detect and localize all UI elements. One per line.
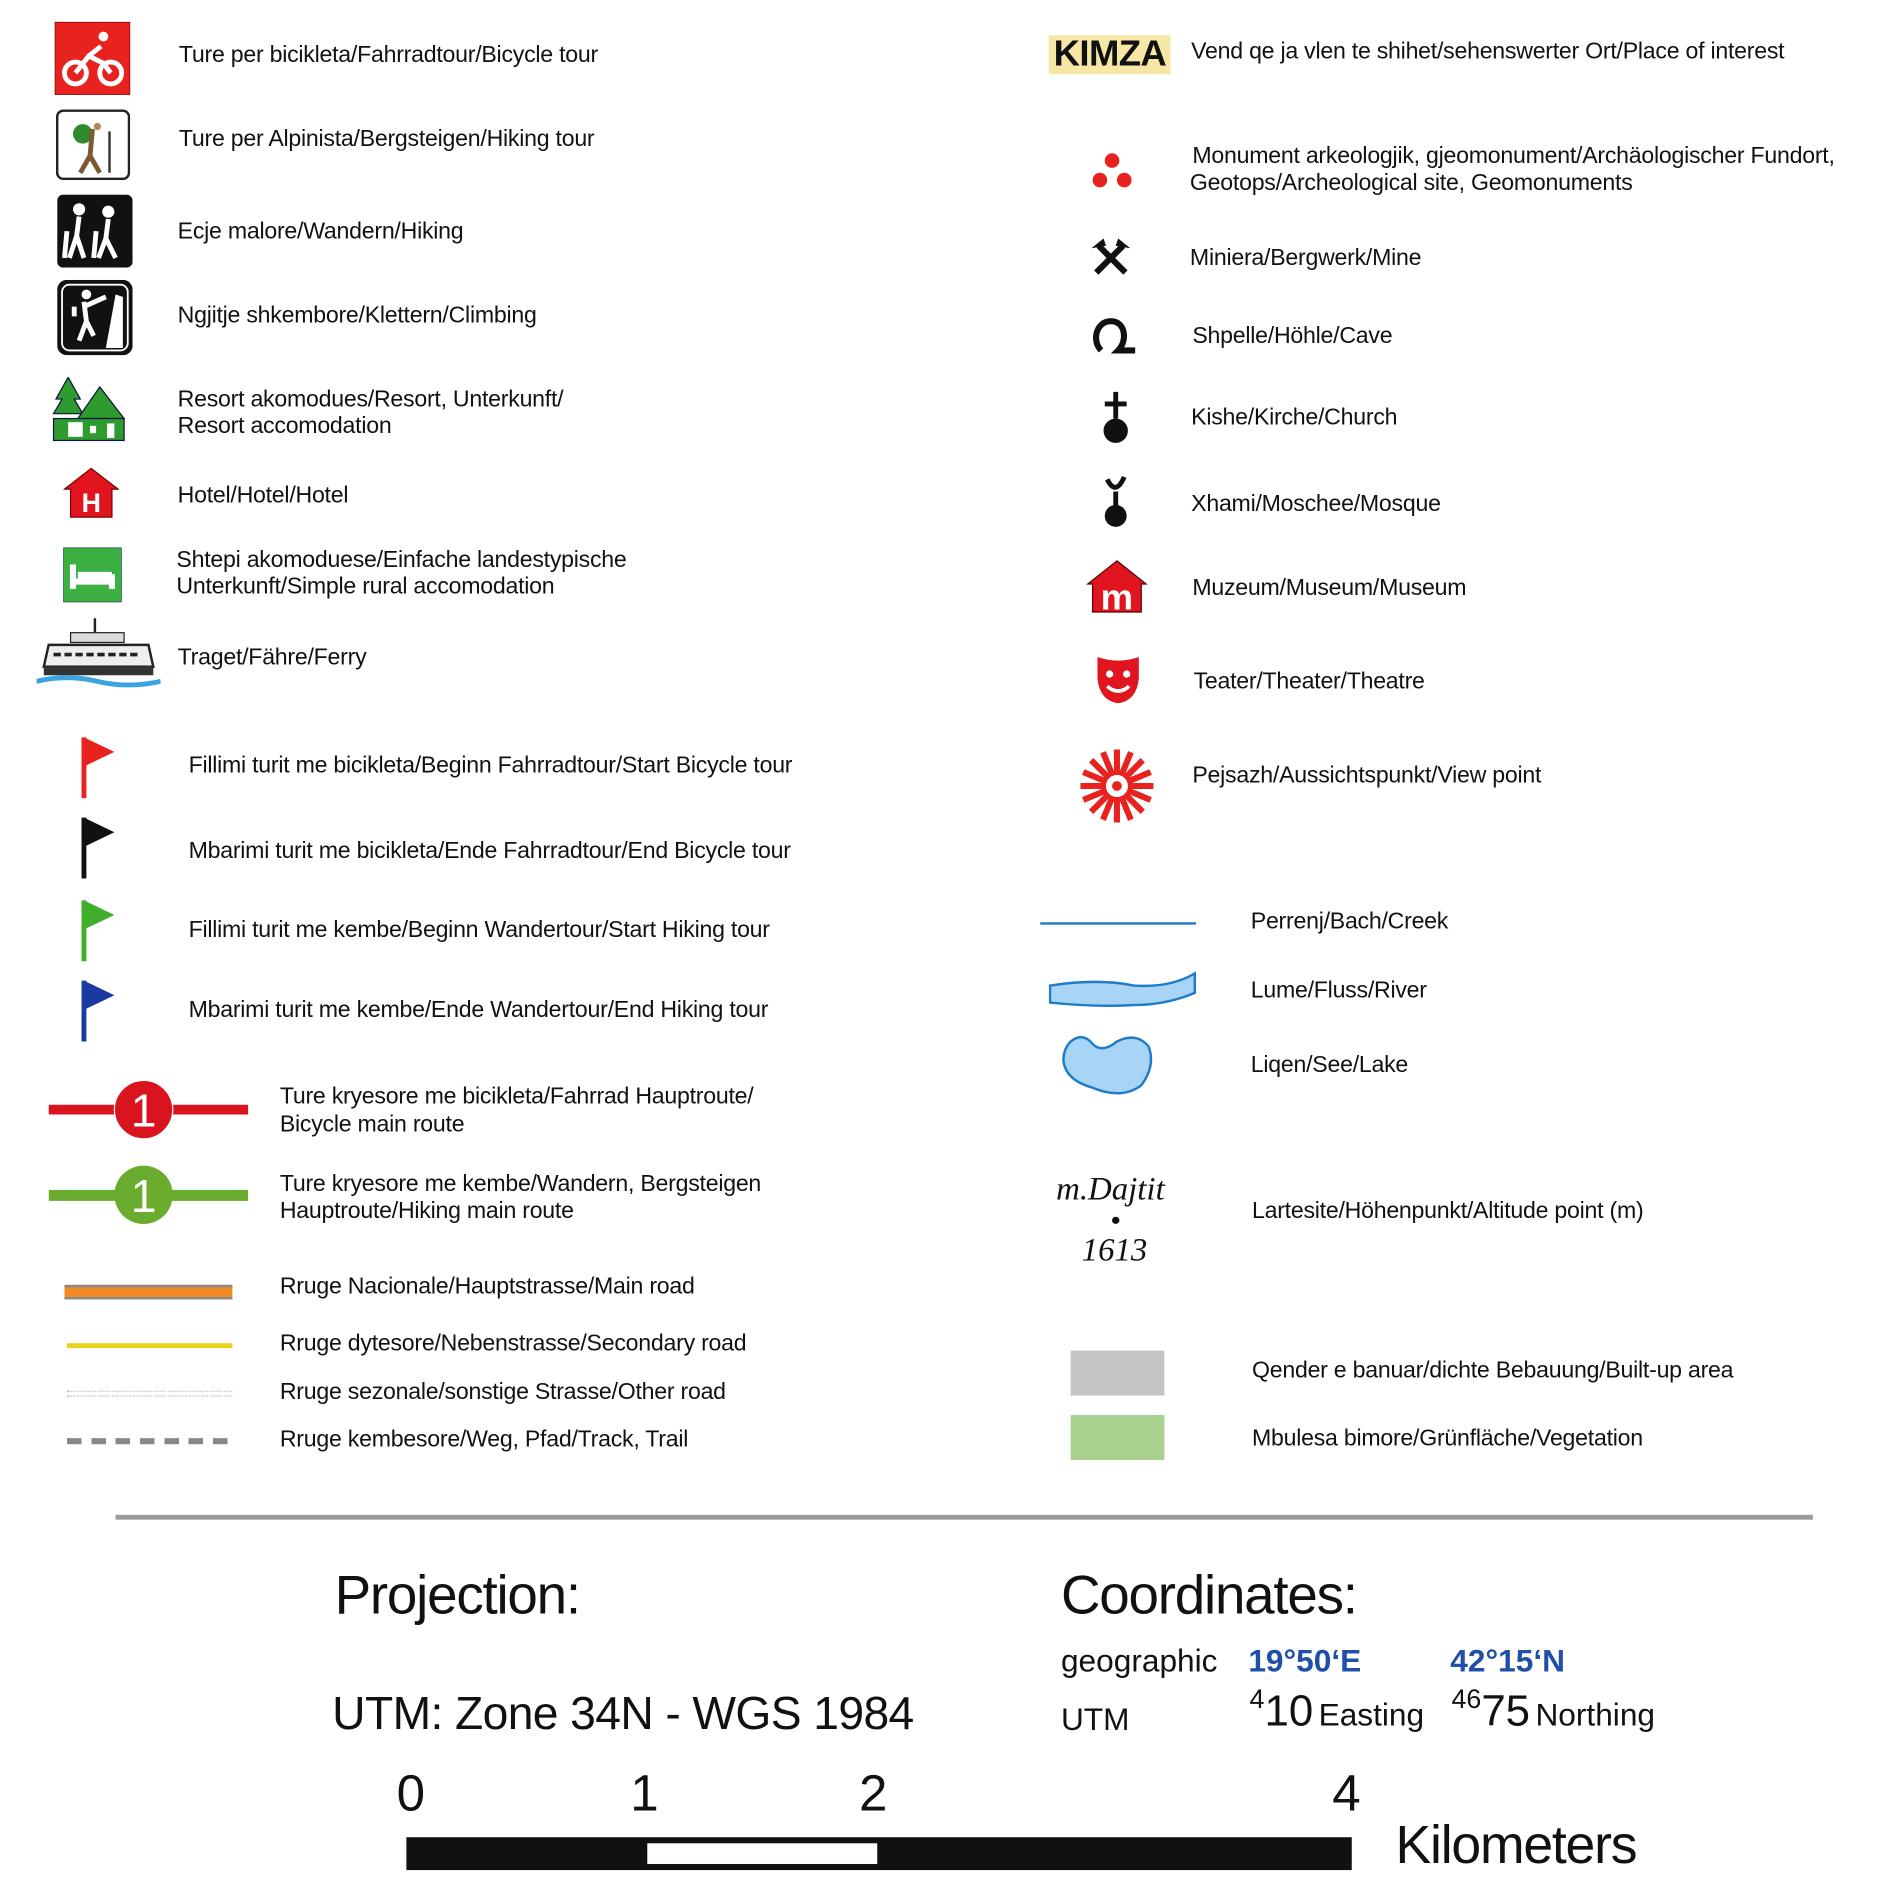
bicycle-icon — [55, 22, 130, 95]
scale-unit: Kilometers — [1395, 1815, 1637, 1875]
scale-tick-label: 2 — [858, 1764, 888, 1822]
divider — [116, 1515, 1813, 1520]
latitude-value: 42°15‘N — [1450, 1642, 1565, 1680]
legend-label: Rruge sezonale/sonstige Strasse/Other road — [279, 1379, 726, 1406]
legend-label-line2: Hauptroute/Hiking main route — [279, 1198, 574, 1225]
bed-icon — [63, 548, 121, 603]
legend-label: Perrenj/Bach/Creek — [1250, 908, 1449, 935]
legend-label: Mbulesa bimore/Grünfläche/Vegetation — [1251, 1425, 1643, 1452]
museum-icon — [1087, 560, 1148, 614]
longitude-value: 19°50‘E — [1248, 1642, 1362, 1680]
other-road-symbol — [67, 1391, 232, 1397]
legend-label-line2: Unterkunft/Simple rural accomodation — [176, 574, 555, 600]
legend-label: Mbarimi turit me bicikleta/Ende Fahrradtour/End Bicycle tour — [188, 838, 791, 864]
easting-label: Easting — [1318, 1696, 1425, 1733]
scale-tick-label: 1 — [630, 1764, 659, 1822]
projection-title: Projection: — [334, 1563, 580, 1626]
legend-label: Monument arkeologjik, gjeomonument/Archäologischer Fundort, — [1192, 143, 1835, 170]
vegetation-swatch — [1071, 1415, 1165, 1460]
lake-symbol — [1061, 1034, 1156, 1097]
mountaineer-icon — [56, 110, 130, 181]
mine-icon — [1091, 238, 1130, 277]
hiking-main-route-symbol — [49, 1163, 249, 1226]
trail-symbol — [67, 1438, 232, 1444]
legend-label: Shtepi akomoduese/Einfache landestypische — [176, 547, 627, 574]
legend-label-line2: Bicycle main route — [279, 1112, 465, 1138]
legend-label: Kishe/Kirche/Church — [1191, 405, 1398, 431]
legend-label: Rruge kembesore/Weg, Pfad/Track, Trail — [279, 1427, 689, 1453]
northing-label: Northing — [1535, 1696, 1656, 1733]
legend-label: Rruge dytesore/Nebenstrasse/Secondary road — [279, 1331, 747, 1357]
scale-tick-label: 0 — [396, 1764, 426, 1822]
scale-bar — [406, 1837, 1351, 1870]
red-flag-icon — [78, 735, 119, 801]
route-number: 1 — [130, 1169, 157, 1222]
legend-label: Ture kryesore me bicikleta/Fahrrad Hauptroute/ — [279, 1084, 754, 1110]
legend-label: Traget/Fähre/Ferry — [177, 644, 367, 671]
utm-northing — [1452, 1684, 1656, 1736]
legend-label: Ture per bicikleta/Fahrradtour/Bicycle tour — [178, 42, 598, 69]
legend-label: Pejsazh/Aussichtspunkt/View point — [1192, 762, 1542, 789]
mosque-icon — [1097, 475, 1134, 531]
main-road-symbol — [64, 1285, 232, 1300]
legend-label: Ture kryesore me kembe/Wandern, Bergsteigen — [279, 1171, 762, 1198]
legend-label: Lume/Fluss/River — [1250, 978, 1427, 1004]
projection-value: UTM: Zone 34N - WGS 1984 — [332, 1688, 914, 1740]
easting-value: 10 — [1264, 1685, 1314, 1736]
legend-label: Xhami/Moschee/Mosque — [1191, 491, 1441, 518]
black-flag-icon — [78, 815, 119, 881]
easting-prefix: 4 — [1249, 1683, 1265, 1715]
church-icon — [1097, 392, 1134, 448]
legend-label: Ture per Alpinista/Bergsteigen/Hiking tour — [178, 126, 595, 153]
route-number: 1 — [130, 1084, 157, 1137]
northing-value: 75 — [1481, 1685, 1531, 1736]
altitude-value: 1613 — [1081, 1231, 1148, 1268]
legend-label: Teater/Theater/Theatre — [1193, 669, 1425, 695]
theatre-icon — [1095, 655, 1141, 706]
legend-label: Ngjitje shkembore/Klettern/Climbing — [177, 302, 537, 329]
legend-label-line2: Resort accomodation — [177, 413, 392, 440]
place-of-interest-badge: KIMZA — [1049, 35, 1171, 74]
legend-label: Mbarimi turit me kembe/Ende Wandertour/End Hiking tour — [188, 997, 769, 1024]
bicycle-main-route-symbol — [49, 1078, 249, 1141]
scale-tick-label: 4 — [1332, 1764, 1361, 1822]
legend-label: Ecje malore/Wandern/Hiking — [177, 219, 464, 245]
legend-label: Vend qe ja vlen te shihet/sehenswerter Ort/Place of interest — [1191, 38, 1785, 65]
viewpoint-icon — [1078, 747, 1156, 825]
altitude-peak-name: m.Dajtit — [1056, 1170, 1165, 1207]
legend-label: Liqen/See/Lake — [1250, 1052, 1409, 1078]
northing-prefix: 46 — [1451, 1683, 1482, 1715]
blue-flag-icon — [78, 978, 119, 1044]
legend-label-line2: Geotops/Archeological site, Geomonuments — [1189, 170, 1633, 196]
legend-label: Hotel/Hotel/Hotel — [177, 483, 349, 509]
coordinates-title: Coordinates: — [1060, 1563, 1357, 1626]
legend-label: Fillimi turit me bicikleta/Beginn Fahrradtour/Start Bicycle tour — [188, 753, 793, 779]
hikers-icon — [57, 195, 132, 268]
legend-label: Resort akomodues/Resort, Unterkunft/ — [177, 386, 564, 413]
utm-label: UTM — [1060, 1700, 1130, 1738]
geographic-label: geographic — [1060, 1642, 1218, 1680]
archaeological-site-icon — [1090, 151, 1134, 190]
green-flag-icon — [78, 898, 119, 964]
built-up-area-swatch — [1071, 1351, 1165, 1396]
legend-label: Muzeum/Museum/Museum — [1192, 575, 1467, 602]
resort-icon — [51, 377, 126, 443]
legend-label: Rruge Nacionale/Hauptstrasse/Main road — [279, 1273, 695, 1300]
climber-icon — [57, 280, 132, 355]
river-symbol — [1049, 968, 1197, 1012]
cave-icon — [1091, 316, 1140, 355]
hotel-icon — [63, 467, 119, 518]
scale-bar-segment — [647, 1843, 877, 1864]
creek-symbol — [1040, 922, 1196, 924]
legend-label: Miniera/Bergwerk/Mine — [1189, 245, 1422, 272]
ferry-icon — [37, 618, 161, 689]
utm-easting — [1250, 1684, 1425, 1736]
secondary-road-symbol — [67, 1343, 232, 1348]
museum-glyph: m — [1100, 576, 1134, 614]
legend-label: Qender e banuar/dichte Bebauung/Built-up area — [1251, 1357, 1734, 1384]
altitude-point-dot — [1112, 1217, 1119, 1224]
legend-label: Lartesite/Höhenpunkt/Altitude point (m) — [1251, 1198, 1644, 1225]
legend-label: Shpelle/Höhle/Cave — [1192, 323, 1393, 350]
legend-label: Fillimi turit me kembe/Beginn Wandertour/Start Hiking tour — [188, 917, 770, 943]
hotel-glyph: H — [81, 488, 101, 519]
